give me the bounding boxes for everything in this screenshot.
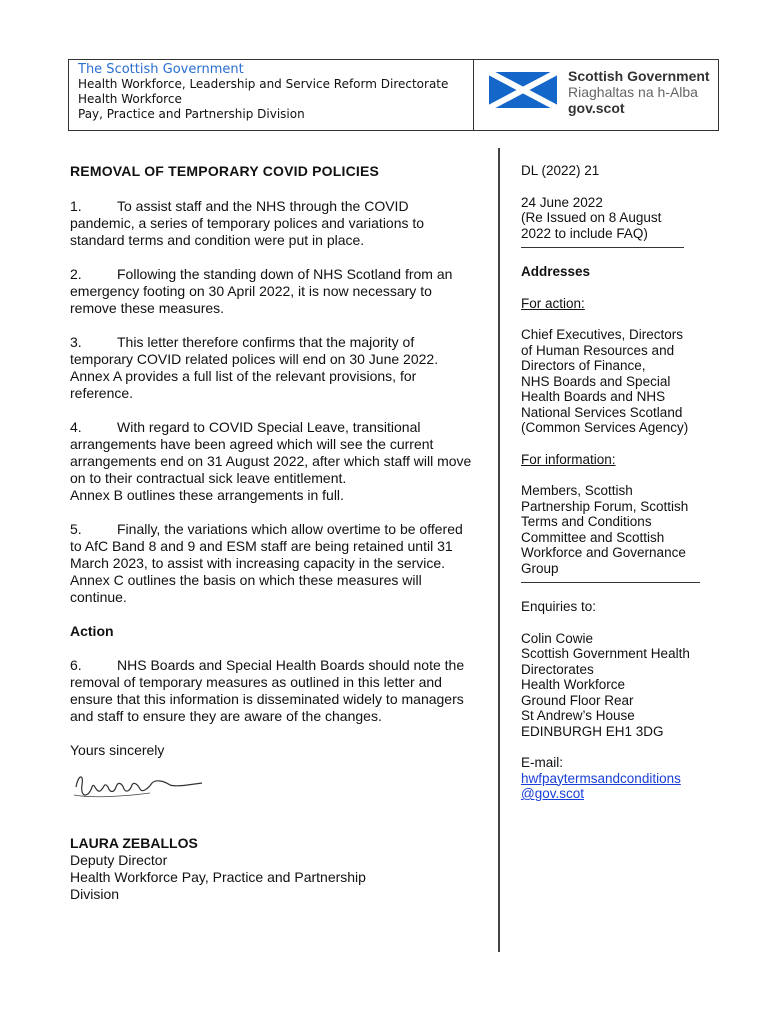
unit-name: Health Workforce: [78, 92, 182, 106]
email-link-line-2[interactable]: @gov.scot: [521, 786, 584, 801]
for-information-recipients: Members, Scottish Partnership Forum, Scottish Terms and Conditions Committee and Scottish Workforce and Governance Group: [521, 483, 689, 576]
contact-details: Colin Cowie Scottish Government Health Directorates Health Workforce Ground Floor Rear St Andrew’s House EDINBURGH EH1 3DG: [521, 630, 690, 739]
letter-body: [70, 163, 476, 903]
paragraph-3: 3. This letter therefore confirms that the majority of temporary COVID related polices will end on 30 June 2022. Annex A provides a full list of the relevant provisions, for reference.: [70, 334, 439, 401]
gov-logo-text: [568, 68, 710, 116]
for-action-recipients: Chief Executives, Directors of Human Resources and Directors of Finance, NHS Boards and Special Health Boards and NHS National Services Scotland (Common Services Agency): [521, 327, 689, 435]
email-link-line-1[interactable]: hwfpaytermsandconditions: [521, 770, 681, 786]
division-name: Pay, Practice and Partnership Division: [78, 107, 305, 121]
letter-date: 24 June 2022: [521, 194, 603, 210]
letterhead-text: [78, 62, 448, 122]
sidebar-rule: [521, 247, 684, 248]
reissue-note-line-1: (Re Issued on 8 August: [521, 210, 662, 225]
signer-dept-line-2: Division: [70, 886, 120, 902]
for-action-label: For action:: [521, 295, 585, 311]
circular-reference: DL (2022) 21: [521, 163, 600, 178]
signature-image: [70, 765, 210, 805]
saltire-flag-icon: [489, 72, 557, 108]
logo-english: Scottish Government: [568, 68, 710, 84]
column-divider: [498, 148, 500, 952]
closing-salutation: Yours sincerely: [70, 742, 165, 758]
letterhead: [68, 59, 719, 131]
letterhead-divider: [473, 60, 474, 130]
signer-name: LAURA ZEBALLOS: [70, 835, 198, 851]
action-heading: Action: [70, 623, 114, 639]
paragraph-5: 5. Finally, the variations which allow overtime to be offered to AfC Band 8 and 9 and ESM staff are being retained until 31 March 2023, to assist with increasing capacity in the service. Annex C outlines the basis on which these measures will continue.: [70, 521, 463, 605]
logo-domain: gov.scot: [568, 100, 625, 116]
org-name: The Scottish Government: [78, 62, 244, 77]
email-label: E-mail:: [521, 755, 564, 770]
signer-title: Deputy Director: [70, 852, 168, 868]
directorate-name: Health Workforce, Leadership and Service Reform Directorate: [78, 77, 449, 91]
for-information-label: For information:: [521, 451, 616, 467]
address-sidebar: [521, 163, 711, 802]
enquiries-label: Enquiries to:: [521, 599, 597, 614]
logo-gaelic: Riaghaltas na h-Alba: [568, 84, 698, 100]
reissue-note-line-2: 2022 to include FAQ): [521, 225, 648, 241]
paragraph-2: 2. Following the standing down of NHS Scotland from an emergency footing on 30 April 2022, it is now necessary to remove these measures.: [70, 266, 453, 316]
paragraph-4: 4. With regard to COVID Special Leave, transitional arrangements have been agreed which will see the current arrangements end on 31 August 2022, after which staff will move on to their contractual sick leave entitlement. Annex B outlines these arrangements in full.: [70, 419, 472, 503]
signer-dept-line-1: Health Workforce Pay, Practice and Partnership: [70, 869, 366, 885]
paragraph-1: 1. To assist staff and the NHS through the COVID pandemic, a series of temporary polices and variations to standard terms and condition were put in place.: [70, 198, 425, 248]
letter-title: REMOVAL OF TEMPORARY COVID POLICIES: [70, 163, 380, 179]
addresses-heading: Addresses: [521, 264, 591, 279]
paragraph-6: 6. NHS Boards and Special Health Boards should note the removal of temporary measures as outlined in this letter and ensure that this information is disseminated widely to managers and staff to ensure they are aware of the changes.: [70, 657, 465, 724]
sidebar-rule-2: [521, 582, 700, 583]
